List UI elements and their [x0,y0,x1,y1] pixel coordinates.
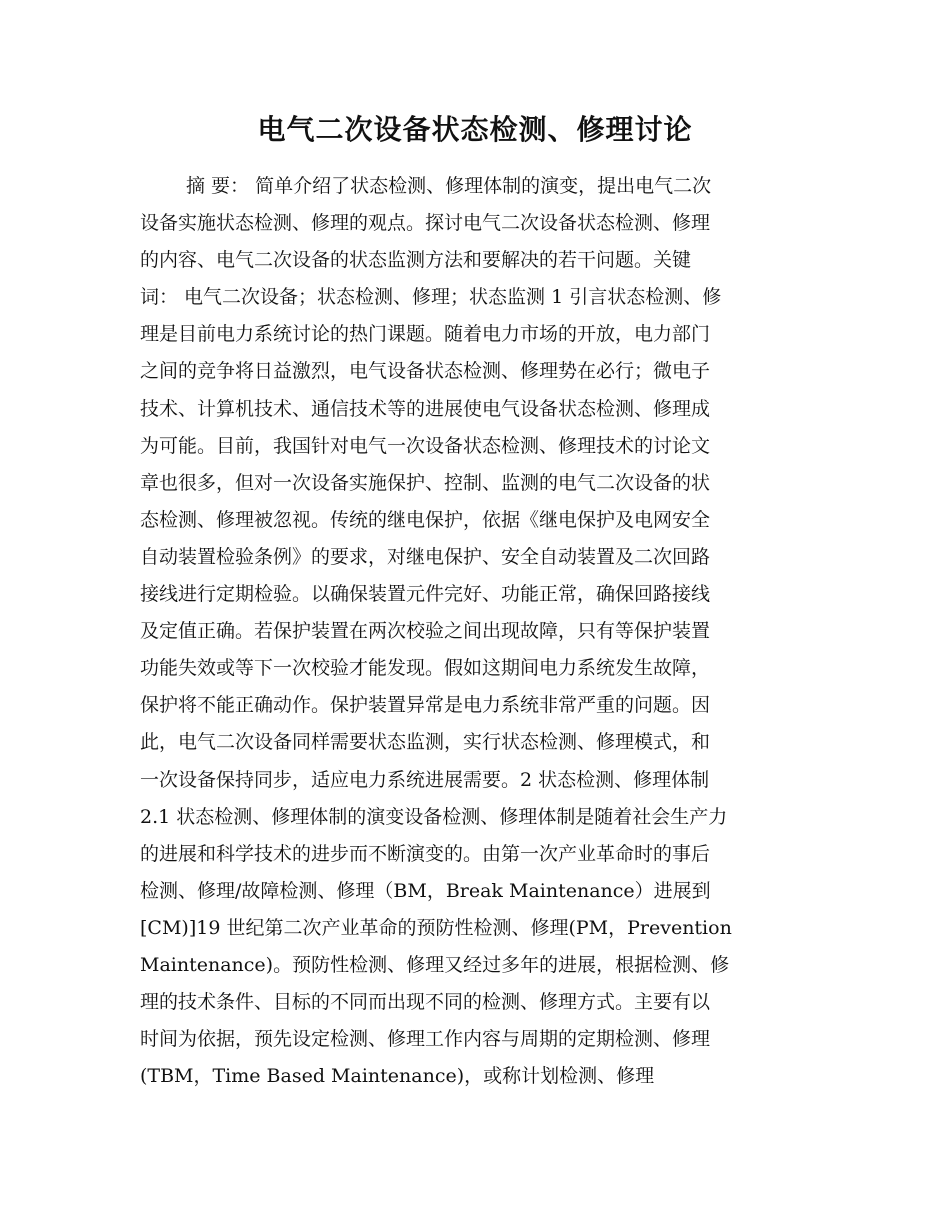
body-line: 2.1 状态检测、修理体制的演变设备检测、修理体制是随着社会生产力 [140,805,728,828]
body-line: 摘 要： 简单介绍了状态检测、修理体制的演变，提出电气二次 [186,175,712,197]
body-line: 时间为依据，预先设定检测、修理工作内容与周期的定期检测、修理 [140,1028,711,1051]
body-line: 之间的竞争将日益激烈，电气设备状态检测、修理势在必行；微电子 [140,360,711,383]
body-line: 保护将不能正确动作。保护装置异常是电力系统非常严重的问题。因 [140,694,711,717]
body-line: 章也很多，但对一次设备实施保护、控制、监测的电气二次设备的状 [140,471,711,494]
body-line: 一次设备保持同步，适应电力系统进展需要。2 状态检测、修理体制 [140,768,710,791]
document-body [140,168,810,1095]
body-line: Maintenance)。预防性检测、修理又经过多年的进展，根据检测、修 [140,953,730,976]
document-title: 电气二次设备状态检测、修理讨论 [257,113,693,146]
body-line: 此，电气二次设备同样需要状态监测，实行状态检测、修理模式，和 [140,731,711,754]
body-line: 词： 电气二次设备；状态检测、修理；状态监测 1 引言状态检测、修 [140,286,722,309]
body-line: (TBM，Time Based Maintenance)，或称计划检测、修理 [140,1065,655,1088]
body-line: 接线进行定期检验。以确保装置元件完好、功能正常，确保回路接线 [140,583,711,606]
body-line: 检测、修理/故障检测、修理（BM，Break Maintenance）进展到 [140,879,711,902]
body-line: [CM)]19 世纪第二次产业革命的预防性检测、修理(PM，Prevention [140,916,732,939]
body-line: 的内容、电气二次设备的状态监测方法和要解决的若干问题。关键 [140,249,692,272]
body-line: 的进展和科学技术的进步而不断演变的。由第一次产业革命时的事后 [140,842,711,865]
body-line: 为可能。目前，我国针对电气一次设备状态检测、修理技术的讨论文 [140,434,711,457]
body-line: 自动装置检验条例》的要求，对继电保护、安全自动装置及二次回路 [140,545,711,568]
body-line: 理是目前电力系统讨论的热门课题。随着电力市场的开放，电力部门 [140,323,711,346]
body-line: 功能失效或等下一次校验才能发现。假如这期间电力系统发生故障， [140,657,711,680]
body-line: 及定值正确。若保护装置在两次校验之间出现故障，只有等保护装置 [140,620,711,643]
body-line: 理的技术条件、目标的不同而出现不同的检测、修理方式。主要有以 [140,991,711,1014]
body-line: 技术、计算机技术、通信技术等的进展使电气设备状态检测、修理成 [140,397,711,420]
body-line: 态检测、修理被忽视。传统的继电保护，依据《继电保护及电网安全 [140,508,711,531]
body-line: 设备实施状态检测、修理的观点。探讨电气二次设备状态检测、修理 [140,212,711,235]
